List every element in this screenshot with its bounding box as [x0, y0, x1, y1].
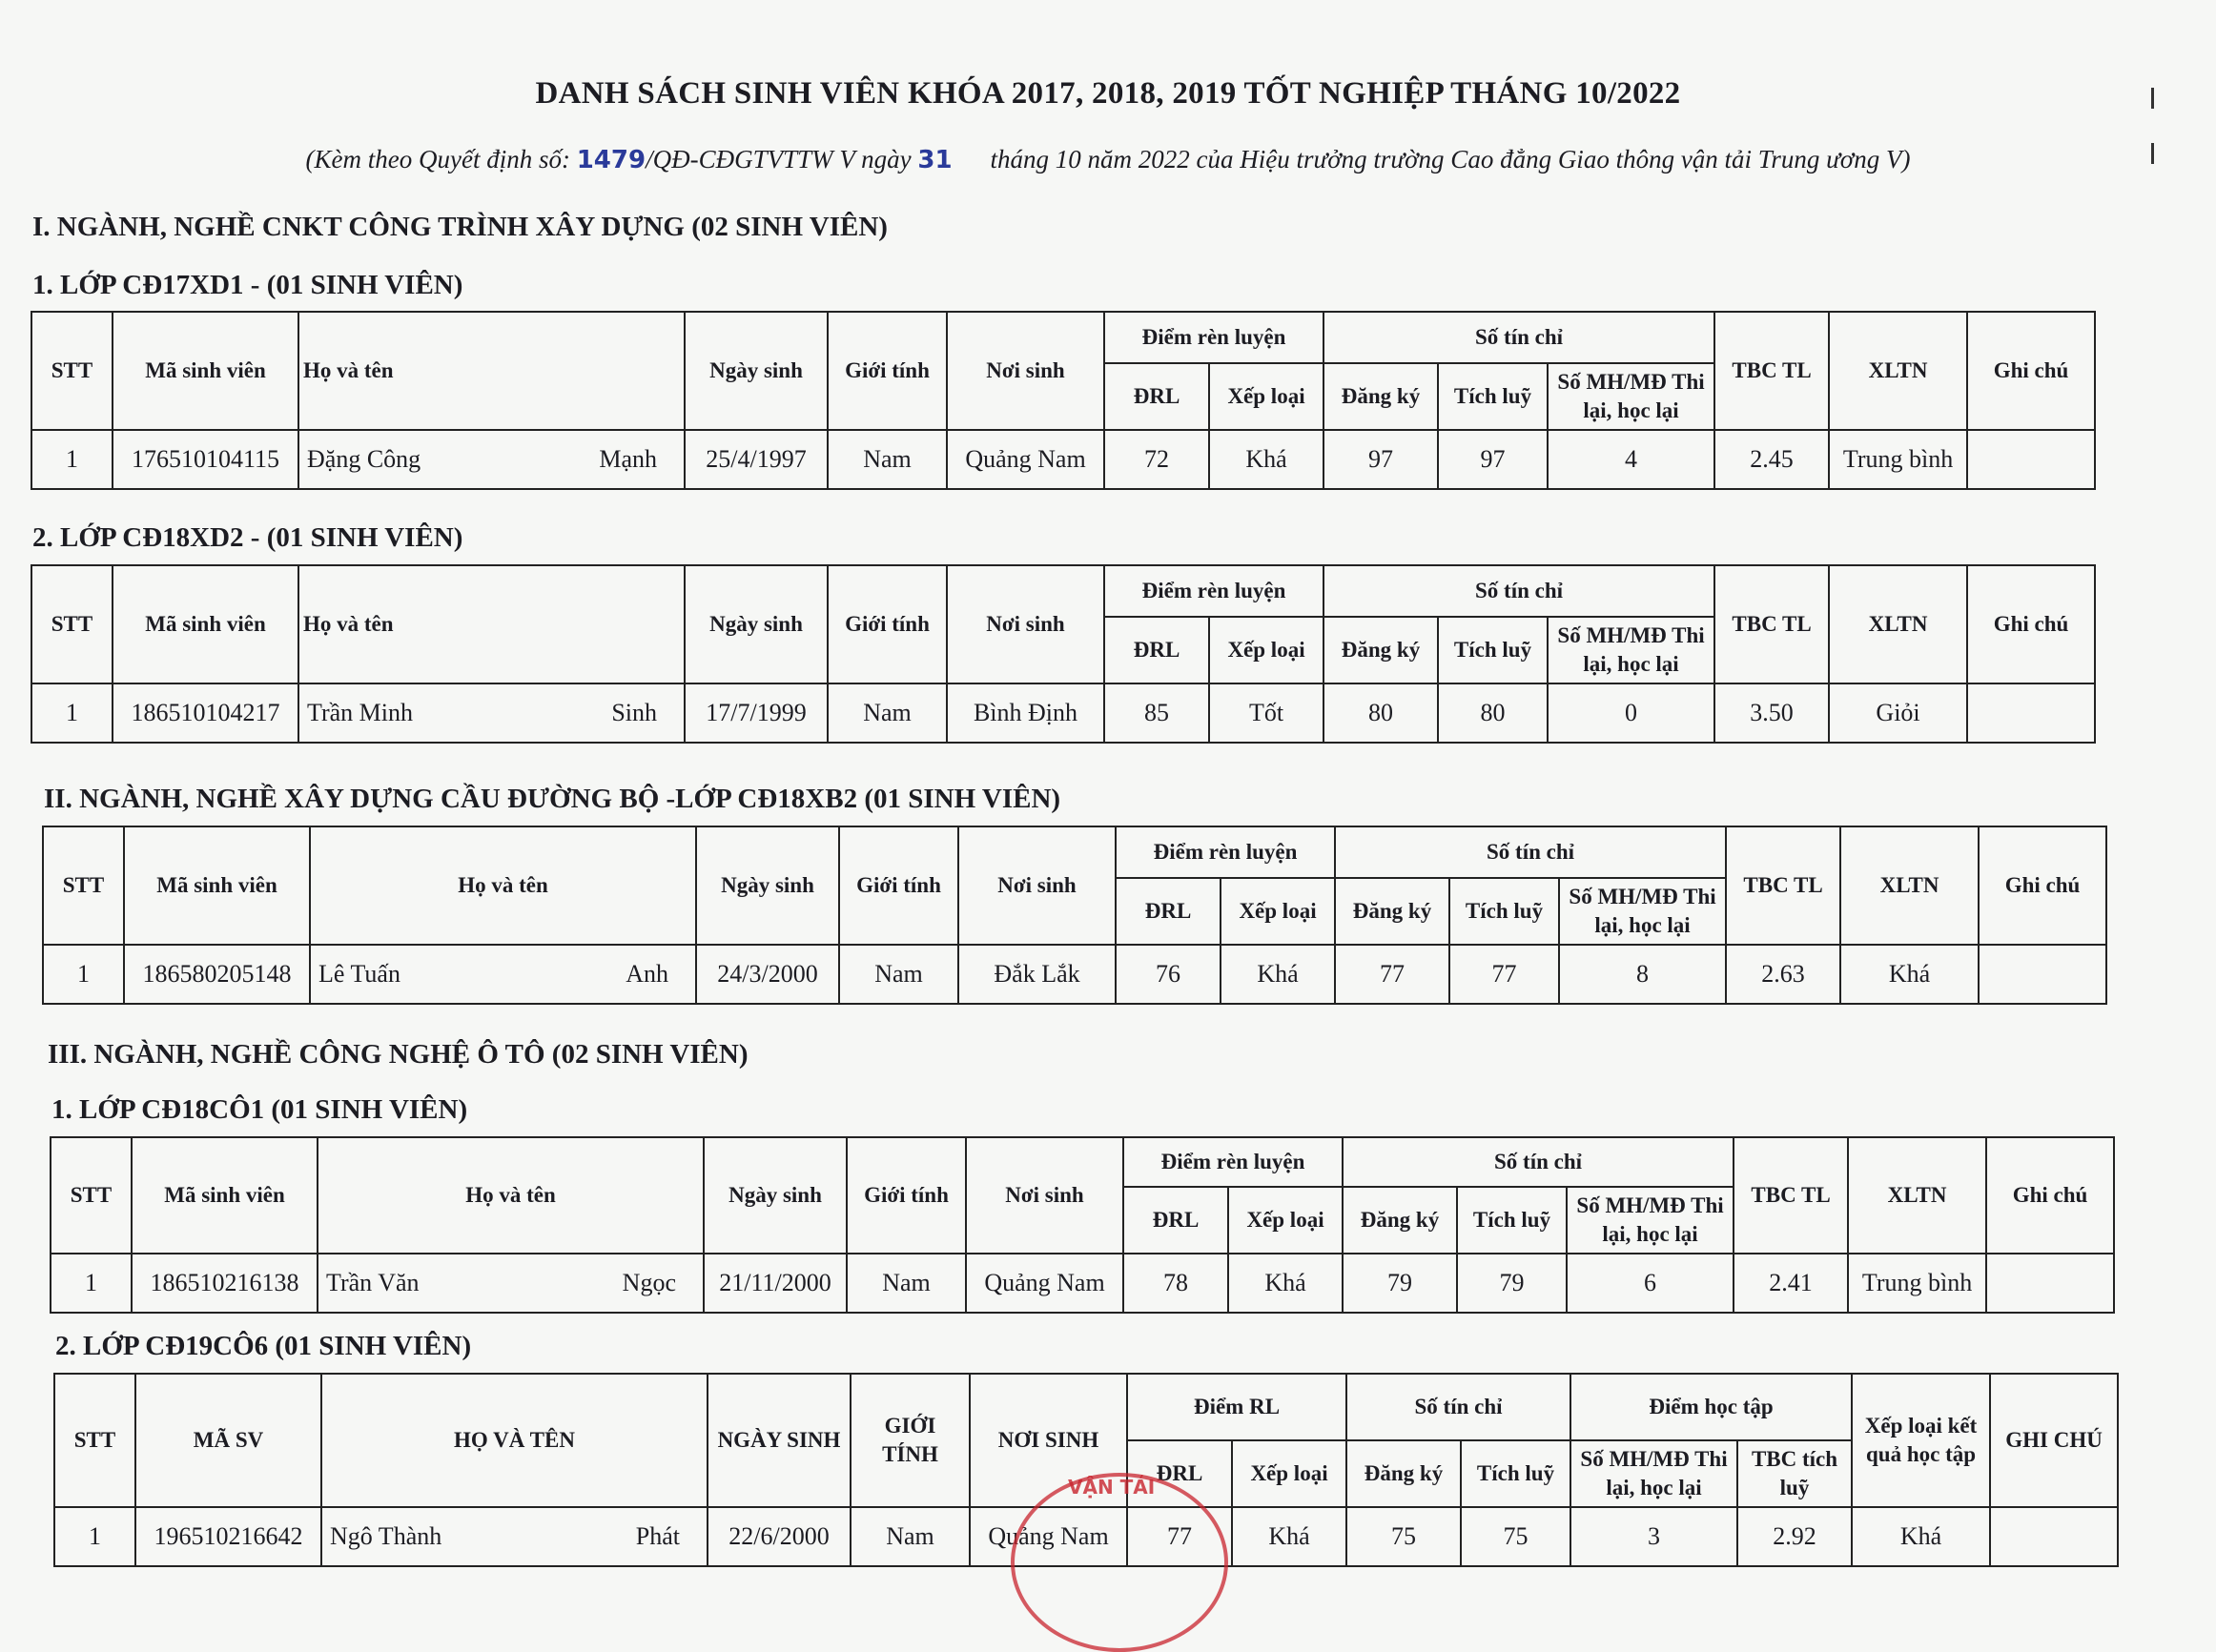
cell-student-id: 186580205148	[124, 945, 310, 1004]
col-accumulated: Tích luỹ	[1438, 617, 1548, 683]
decision-middle: /QĐ-CĐGTVTTW V ngày	[646, 145, 912, 173]
section-heading-3: III. NGÀNH, NGHỀ CÔNG NGHỆ Ô TÔ (02 SINH VIÊN)	[48, 1039, 749, 1070]
decision-reference	[0, 145, 2216, 174]
decision-suffix: tháng 10 năm 2022 của Hiệu trưởng trường Cao đẳng Giao thông vận tải Trung ương V)	[990, 145, 1911, 173]
col-full-name: HỌ VÀ TÊN	[321, 1374, 708, 1507]
student-table-cd18xb2	[42, 826, 2107, 1005]
col-stt: STT	[51, 1137, 132, 1254]
given-name: Mạnh	[599, 445, 657, 473]
cell-stt: 1	[43, 945, 124, 1004]
col-rank: Xếp loại	[1228, 1187, 1343, 1254]
cell-rank: Khá	[1221, 945, 1335, 1004]
col-retake: Số MH/MĐ Thi lại, học lại	[1559, 878, 1726, 945]
col-sex: Giới tính	[847, 1137, 966, 1254]
col-registered: Đăng ký	[1346, 1440, 1461, 1507]
col-retake: Số MH/MĐ Thi lại, học lại	[1548, 617, 1714, 683]
cell-accumulated: 75	[1461, 1507, 1570, 1566]
col-registered: Đăng ký	[1335, 878, 1449, 945]
col-xltn: XLTN	[1829, 312, 1967, 430]
family-name: Lê Tuấn	[318, 960, 400, 988]
col-group-study: Điểm học tập	[1570, 1374, 1852, 1440]
col-dob: Ngày sinh	[685, 312, 828, 430]
family-name: Ngô Thành	[330, 1522, 442, 1550]
cell-sex: Nam	[847, 1254, 966, 1313]
col-sex: Giới tính	[828, 312, 947, 430]
col-student-id: Mã sinh viên	[132, 1137, 318, 1254]
col-note: GHI CHÚ	[1990, 1374, 2118, 1507]
col-stt: STT	[31, 565, 113, 683]
decision-day: 31	[917, 146, 953, 174]
table-row	[31, 430, 2095, 489]
cell-pob: Quảng Nam	[947, 430, 1104, 489]
col-note: Ghi chú	[1967, 312, 2095, 430]
col-rank: Xếp loại	[1209, 617, 1323, 683]
cell-retake: 6	[1567, 1254, 1734, 1313]
given-name: Ngọc	[622, 1269, 676, 1296]
cell-rank: Khá	[1232, 1507, 1346, 1566]
cell-dob: 25/4/1997	[685, 430, 828, 489]
col-registered: Đăng ký	[1343, 1187, 1457, 1254]
col-sex: Giới tính	[828, 565, 947, 683]
cell-xltn: Giỏi	[1829, 683, 1967, 743]
cell-student-id: 186510104217	[113, 683, 298, 743]
class-heading-cd18co1: 1. LỚP CĐ18CÔ1 (01 SINH VIÊN)	[51, 1094, 468, 1125]
cell-drl: 77	[1127, 1507, 1232, 1566]
col-stt: STT	[43, 826, 124, 945]
cell-stt: 1	[51, 1254, 132, 1313]
cell-full-name	[298, 430, 685, 489]
col-rank: Xếp loại	[1221, 878, 1335, 945]
given-name: Sinh	[611, 699, 657, 726]
cell-dob: 21/11/2000	[704, 1254, 847, 1313]
table-row	[31, 683, 2095, 743]
cell-full-name	[318, 1254, 704, 1313]
family-name: Trần Văn	[326, 1269, 420, 1296]
col-group-conduct: Điểm rèn luyện	[1104, 565, 1323, 617]
cell-stt: 1	[31, 430, 113, 489]
cell-gpa: 2.41	[1734, 1254, 1848, 1313]
cell-registered: 79	[1343, 1254, 1457, 1313]
cell-retake: 0	[1548, 683, 1714, 743]
cell-registered: 80	[1323, 683, 1438, 743]
col-student-id: Mã sinh viên	[113, 312, 298, 430]
cell-note	[1990, 1507, 2118, 1566]
col-accumulated: Tích luỹ	[1449, 878, 1559, 945]
student-table-cd18co1	[50, 1136, 2115, 1314]
col-stt: STT	[54, 1374, 135, 1507]
cell-stt: 1	[31, 683, 113, 743]
col-gpa: TBC TL	[1726, 826, 1840, 945]
cell-accumulated: 80	[1438, 683, 1548, 743]
col-full-name: Họ và tên	[318, 1137, 704, 1254]
cell-rank: Khá	[1209, 430, 1323, 489]
col-retake: Số MH/MĐ Thi lại, học lại	[1567, 1187, 1734, 1254]
col-pob: Nơi sinh	[958, 826, 1116, 945]
cell-retake: 3	[1570, 1507, 1737, 1566]
cell-full-name	[310, 945, 696, 1004]
cell-sex: Nam	[851, 1507, 970, 1566]
cell-accumulated: 97	[1438, 430, 1548, 489]
col-note: Ghi chú	[1967, 565, 2095, 683]
col-xltn: XLTN	[1829, 565, 1967, 683]
col-group-conduct: Điểm RL	[1127, 1374, 1346, 1440]
cell-full-name	[298, 683, 685, 743]
cell-pob: Bình Định	[947, 683, 1104, 743]
cell-rank: Tốt	[1209, 683, 1323, 743]
col-rank: Xếp loại	[1209, 363, 1323, 430]
cell-rank: Khá	[1228, 1254, 1343, 1313]
class-heading-cd17xd1: 1. LỚP CĐ17XD1 - (01 SINH VIÊN)	[32, 270, 463, 300]
cell-gpa: 2.45	[1714, 430, 1829, 489]
col-dob: Ngày sinh	[704, 1137, 847, 1254]
col-pob: Nơi sinh	[966, 1137, 1123, 1254]
cell-stt: 1	[54, 1507, 135, 1566]
cell-registered: 77	[1335, 945, 1449, 1004]
col-full-name: Họ và tên	[298, 565, 685, 683]
col-note: Ghi chú	[1986, 1137, 2114, 1254]
cell-note	[1986, 1254, 2114, 1313]
class-heading-cd18xd2: 2. LỚP CĐ18XD2 - (01 SINH VIÊN)	[32, 522, 463, 553]
col-sex: GIỚI TÍNH	[851, 1374, 970, 1507]
cell-note	[1967, 683, 2095, 743]
col-group-conduct: Điểm rèn luyện	[1116, 826, 1335, 878]
col-pob: Nơi sinh	[947, 565, 1104, 683]
col-accumulated: Tích luỹ	[1461, 1440, 1570, 1507]
cell-gpa: 3.50	[1714, 683, 1829, 743]
col-stt: STT	[31, 312, 113, 430]
col-full-name: Họ và tên	[298, 312, 685, 430]
col-gpa: TBC TL	[1714, 312, 1829, 430]
cell-drl: 85	[1104, 683, 1209, 743]
official-seal	[1011, 1473, 1228, 1652]
cell-gpa: 2.63	[1726, 945, 1840, 1004]
section-heading-1: I. NGÀNH, NGHỀ CNKT CÔNG TRÌNH XÂY DỰNG (02 SINH VIÊN)	[32, 212, 888, 242]
col-retake: Số MH/MĐ Thi lại, học lại	[1548, 363, 1714, 430]
cell-accumulated: 79	[1457, 1254, 1567, 1313]
cell-pob: Quảng Nam	[966, 1254, 1123, 1313]
col-note: Ghi chú	[1979, 826, 2106, 945]
col-drl: ĐRL	[1104, 363, 1209, 430]
given-name: Phát	[635, 1522, 680, 1550]
col-retake: Số MH/MĐ Thi lại, học lại	[1570, 1440, 1737, 1507]
col-gpa: TBC TL	[1714, 565, 1829, 683]
col-group-conduct: Điểm rèn luyện	[1104, 312, 1323, 363]
cell-retake: 8	[1559, 945, 1726, 1004]
decision-number: 1479	[576, 146, 646, 174]
col-group-conduct: Điểm rèn luyện	[1123, 1137, 1343, 1187]
official-seal-text: VẬN TẢI	[1068, 1476, 1156, 1499]
cell-drl: 78	[1123, 1254, 1228, 1313]
col-gpa: TBC TL	[1734, 1137, 1848, 1254]
col-full-name: Họ và tên	[310, 826, 696, 945]
cell-xltn: Khá	[1840, 945, 1979, 1004]
col-dob: Ngày sinh	[696, 826, 839, 945]
col-rank: Xếp loại	[1232, 1440, 1346, 1507]
col-dob: Ngày sinh	[685, 565, 828, 683]
cell-student-id: 176510104115	[113, 430, 298, 489]
document-title: DANH SÁCH SINH VIÊN KHÓA 2017, 2018, 2019 TỐT NGHIỆP THÁNG 10/2022	[535, 76, 1681, 111]
col-pob: Nơi sinh	[947, 312, 1104, 430]
col-xltn: XLTN	[1848, 1137, 1986, 1254]
cell-drl: 76	[1116, 945, 1221, 1004]
cell-accumulated: 77	[1449, 945, 1559, 1004]
cell-student-id: 186510216138	[132, 1254, 318, 1313]
cell-gpa: 2.92	[1737, 1507, 1852, 1566]
col-registered: Đăng ký	[1323, 617, 1438, 683]
family-name: Trần Minh	[307, 699, 414, 726]
student-table-cd17xd1	[31, 311, 2096, 490]
col-pob: NƠI SINH	[970, 1374, 1127, 1507]
cell-sex: Nam	[828, 683, 947, 743]
cell-xltn: Trung bình	[1829, 430, 1967, 489]
col-student-id: Mã sinh viên	[113, 565, 298, 683]
cell-registered: 75	[1346, 1507, 1461, 1566]
class-heading-cd19co6: 2. LỚP CĐ19CÔ6 (01 SINH VIÊN)	[55, 1331, 472, 1361]
col-group-credits: Số tín chỉ	[1323, 312, 1714, 363]
margin-mark	[2151, 143, 2154, 164]
cell-pob: Quảng Nam	[970, 1507, 1127, 1566]
decision-prefix: (Kèm theo Quyết định số:	[305, 145, 570, 173]
col-gpa: TBC tích luỹ	[1737, 1440, 1852, 1507]
margin-mark	[2151, 88, 2154, 109]
col-student-id: Mã sinh viên	[124, 826, 310, 945]
table-row	[43, 945, 2106, 1004]
col-group-credits: Số tín chỉ	[1346, 1374, 1570, 1440]
cell-dob: 22/6/2000	[708, 1507, 851, 1566]
cell-dob: 24/3/2000	[696, 945, 839, 1004]
col-drl: ĐRL	[1116, 878, 1221, 945]
col-drl: ĐRL	[1104, 617, 1209, 683]
table-row	[51, 1254, 2114, 1313]
cell-pob: Đắk Lắk	[958, 945, 1116, 1004]
cell-dob: 17/7/1999	[685, 683, 828, 743]
col-student-id: MÃ SV	[135, 1374, 321, 1507]
cell-note	[1967, 430, 2095, 489]
col-drl: ĐRL	[1123, 1187, 1228, 1254]
col-dob: NGÀY SINH	[708, 1374, 851, 1507]
col-xltn: XLTN	[1840, 826, 1979, 945]
cell-registered: 97	[1323, 430, 1438, 489]
cell-sex: Nam	[839, 945, 958, 1004]
given-name: Anh	[626, 960, 668, 988]
cell-result: Khá	[1852, 1507, 1990, 1566]
col-group-credits: Số tín chỉ	[1343, 1137, 1734, 1187]
col-group-credits: Số tín chỉ	[1323, 565, 1714, 617]
col-accumulated: Tích luỹ	[1457, 1187, 1567, 1254]
col-drl: ĐRL	[1127, 1440, 1232, 1507]
student-table-cd18xd2	[31, 564, 2096, 744]
section-heading-2: II. NGÀNH, NGHỀ XÂY DỰNG CẦU ĐƯỜNG BỘ -LỚP CĐ18XB2 (01 SINH VIÊN)	[44, 784, 1061, 814]
col-sex: Giới tính	[839, 826, 958, 945]
cell-xltn: Trung bình	[1848, 1254, 1986, 1313]
cell-retake: 4	[1548, 430, 1714, 489]
cell-sex: Nam	[828, 430, 947, 489]
family-name: Đặng Công	[307, 445, 421, 473]
col-result: Xếp loại kết quả học tập	[1852, 1374, 1990, 1507]
col-accumulated: Tích luỹ	[1438, 363, 1548, 430]
col-registered: Đăng ký	[1323, 363, 1438, 430]
cell-student-id: 196510216642	[135, 1507, 321, 1566]
cell-drl: 72	[1104, 430, 1209, 489]
cell-note	[1979, 945, 2106, 1004]
col-group-credits: Số tín chỉ	[1335, 826, 1726, 878]
cell-full-name	[321, 1507, 708, 1566]
